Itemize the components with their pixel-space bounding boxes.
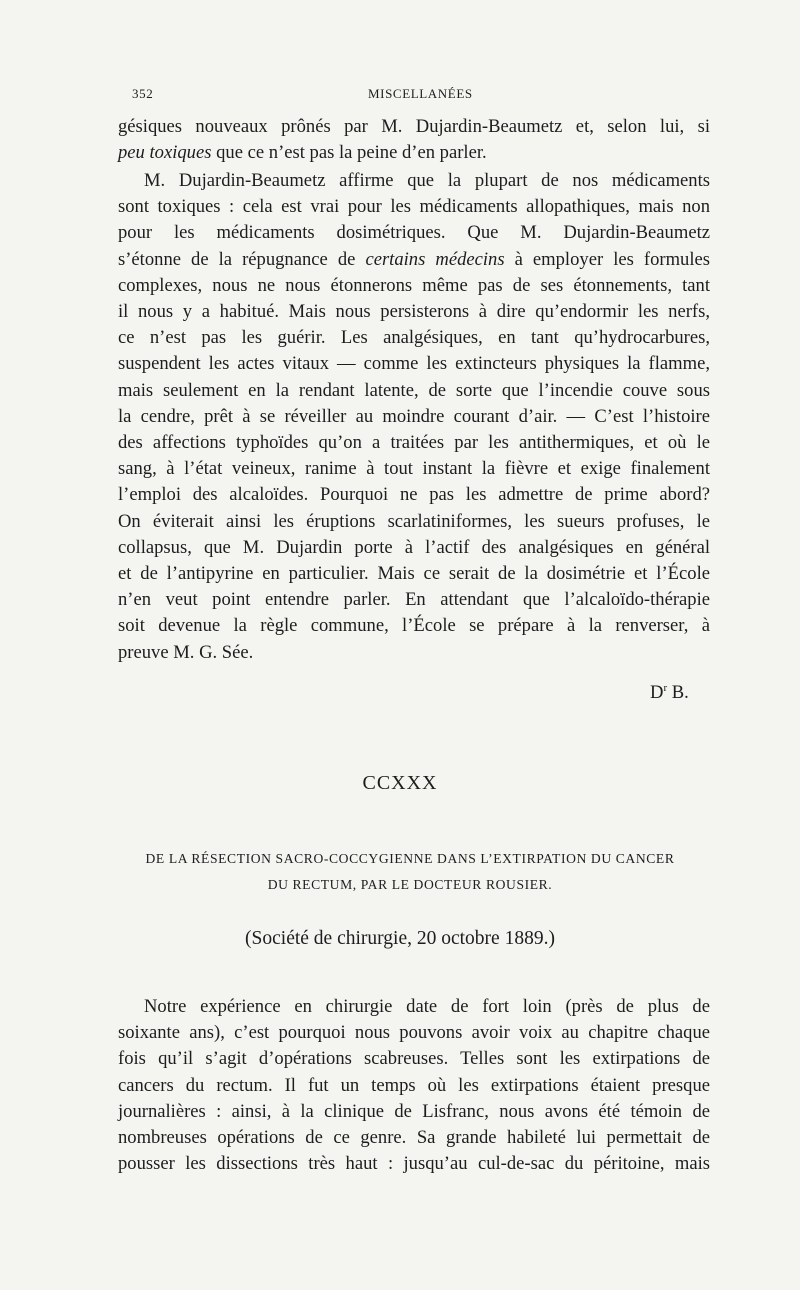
text-line: mais seulement en la rendant latente, de sorte que l’incendie couve sous: [118, 379, 710, 401]
text-line: ce n’est pas les guérir. Les analgésiques, en tant qu’hydrocarbures,: [118, 327, 710, 349]
running-title: MISCELLANÉES: [368, 86, 473, 101]
text-line: et de l’antipyrine en particulier. Mais ce serait de la dosimétrie et l’École: [118, 563, 710, 585]
text-line: cancers du rectum. Il fut un temps où les extirpations étaient presque: [118, 1074, 710, 1096]
text-line: il nous y a habitué. Mais nous persisterons à dire qu’endormir les nerfs,: [118, 301, 710, 323]
text-line: des affections typhoïdes qu’on a traitées par les antithermiques, et où le: [118, 432, 710, 454]
text-line: suspendent les actes vitaux — comme les extincteurs physiques la flamme,: [118, 353, 710, 375]
text-line: fois qu’il s’agit d’opérations scabreuses. Telles sont les extirpations de: [118, 1048, 710, 1070]
text-line: gésiques nouveaux prônés par M. Dujardin-Beaumetz et, selon lui, si: [118, 116, 710, 137]
text-line: M. Dujardin-Beaumetz affirme que la plupart de nos médicaments: [144, 170, 710, 191]
text-line: Notre expérience en chirurgie date de fort loin (près de plus de: [144, 996, 710, 1017]
text-line: soixante ans), c’est pourquoi nous pouvons avoir voix au chapitre chaque: [118, 1022, 710, 1044]
text-line: complexes, nous ne nous étonnerons même pas de ses étonnements, tant: [118, 274, 710, 296]
paragraph-intro: [118, 114, 710, 166]
text-line: nombreuses opérations de ce genre. Sa grande habileté lui permettait de: [118, 1127, 710, 1149]
text-line: la cendre, prêt à se réveiller au moindre courant d’air. — C’est l’histoire: [118, 405, 710, 427]
text-line: n’en veut point entendre parler. En attendant que l’alcaloïdo-thérapie: [118, 589, 710, 611]
italic-phrase: certains médecins: [365, 248, 505, 270]
paragraph-dosimetry: [118, 168, 710, 666]
text-line: peu toxiques que ce n’est pas la peine d’en parler.: [118, 142, 487, 164]
text-line: collapsus, que M. Dujardin porte à l’actif des analgésiques en général: [118, 536, 710, 558]
text-line: soit devenue la règle commune, l’École se prépare à la renverser, à: [118, 615, 710, 637]
text-line: sang, à l’état veineux, ranime à tout instant la fièvre et exige finalement: [118, 458, 710, 480]
text-line: s’étonne de la répugnance de certains médecins à employer les formules: [118, 248, 710, 270]
text-line: preuve M. G. Sée.: [118, 641, 254, 663]
author-signature: $D^r$ B.: [650, 682, 689, 704]
section-number: CCXXX: [362, 772, 438, 794]
text-line: On éviterait ainsi les éruptions scarlatiniformes, les sueurs profuses, le: [118, 510, 710, 532]
text-line: l’emploi des alcaloïdes. Pourquoi ne pas les admettre de prime abord?: [118, 484, 710, 506]
text-line: pour les médicaments dosimétriques. Que M. Dujardin-Beaumetz: [118, 222, 710, 244]
section-heading-line: DE LA RÉSECTION SACRO-COCCYGIENNE DANS L’EXTIRPATION DU CANCER: [145, 851, 675, 866]
page-number: 352: [132, 86, 154, 101]
text-line: journalières : ainsi, à la clinique de Lisfranc, nous avons été témoin de: [118, 1100, 710, 1122]
section-heading-line: DU RECTUM, PAR LE DOCTEUR ROUSIER.: [267, 877, 553, 892]
italic-phrase: peu toxiques: [118, 142, 212, 164]
paragraph-surgery: [118, 994, 710, 1177]
text-line: sont toxiques : cela est vrai pour les médicaments allopathiques, mais non: [118, 196, 710, 218]
text-line: pousser les dissections très haut : jusqu’au cul-de-sac du péritoine, mais: [118, 1153, 710, 1175]
section-subtitle: (Société de chirurgie, 20 octobre 1889.): [245, 928, 555, 949]
